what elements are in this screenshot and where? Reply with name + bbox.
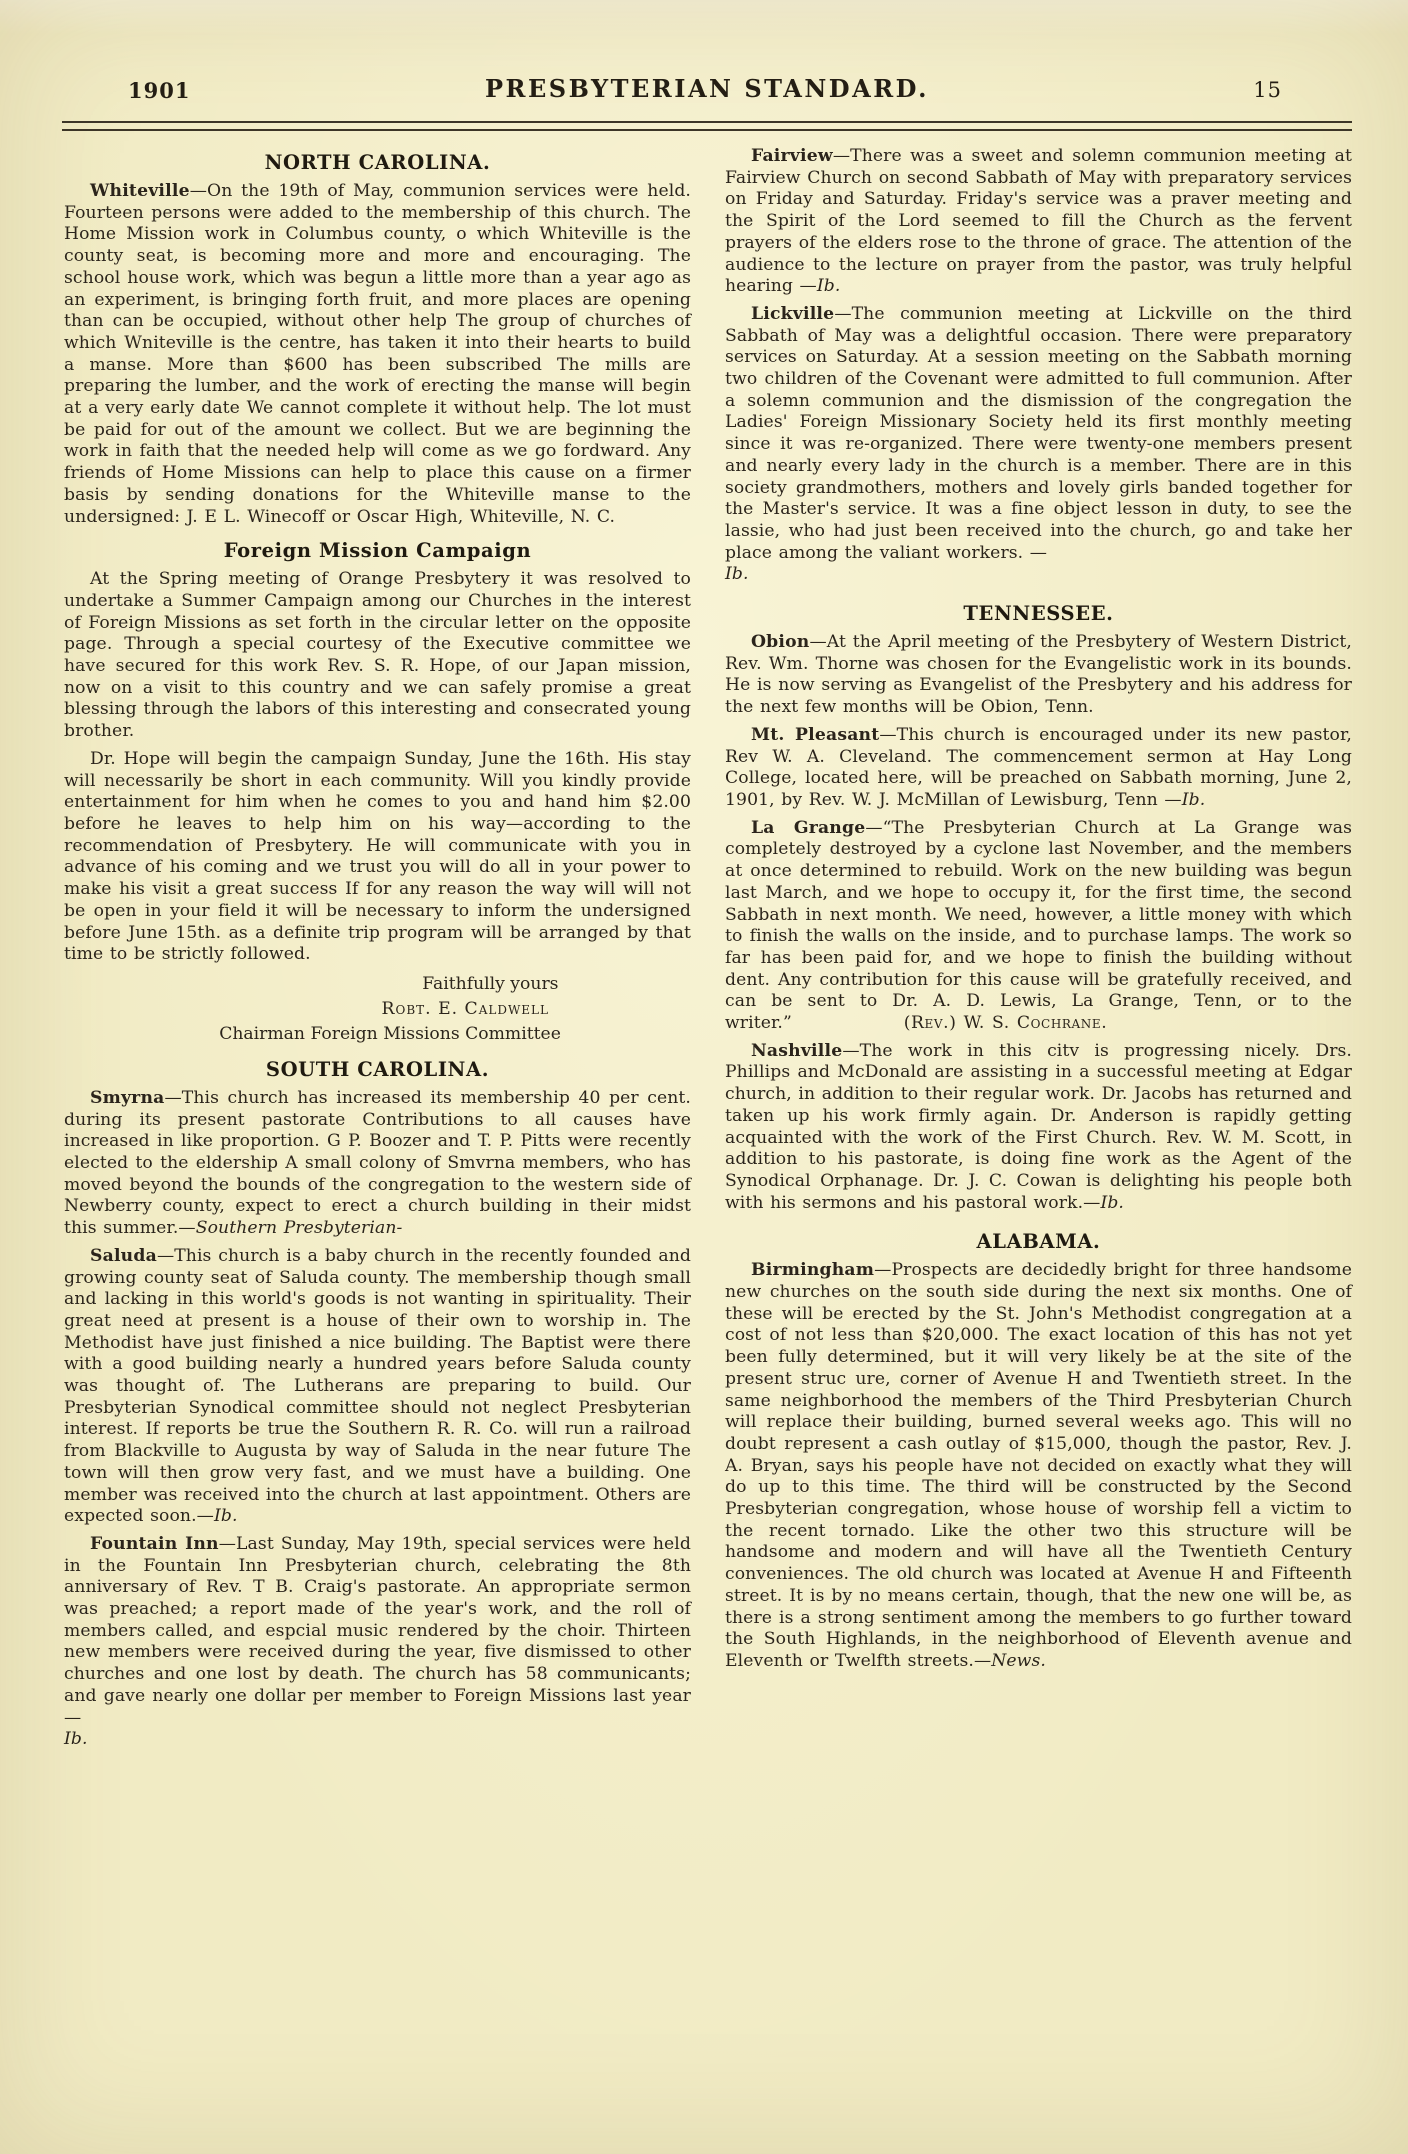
source-citation: Ib. xyxy=(64,1729,88,1750)
news-item-text: —This church has increased its membership 40 per cent. during its present pastorate Contributions to all causes have increased in like proportion. G P. Boozer and T. P. Pitts were recently elected to the eldership A small colony of Smvrna members, who has moved beyond the bounds of the congregation to the western side of Newberry county, expect to erect a church building in their midst this summer.— xyxy=(64,1087,691,1239)
news-item-text: At the Spring meeting of Orange Presbytery it was resolved to undertake a Summer Campaign among our Churches in the interest of Foreign Missions as set forth in the circular letter on the opposite page. Through a special courtesy of the Executive committee we have secured for this work Rev. S. R. Hope, of our Japan mission, now on a visit to this country and we can safely promise a great blessing through the labors of this interesting and consecrated young brother. xyxy=(64,569,691,742)
church-name-la-grange: La Grange xyxy=(751,817,866,838)
news-item-mt-pleasant xyxy=(725,725,1352,812)
signature-block xyxy=(64,972,691,1047)
correspondent-signature: (Rev.) W. S. Cochrane. xyxy=(903,1013,1108,1034)
news-item-la-grange xyxy=(725,818,1352,1035)
source-citation: Southern Presbyterian- xyxy=(195,1218,403,1239)
church-name-nashville: Nashville xyxy=(751,1040,843,1061)
news-item-text: Dr. Hope will begin the campaign Sunday, June the 16th. His stay will necessarily be short in each community. Will you kindly provide entertainment for him when he comes to you and hand him $2.00 before he leaves to help him on his way—according to the recommendation of Presbytery. He will communicate with you in advance of his coming and we trust you will do all in your power to make his visit a great success If for any reason the way will will not be open in your field it will be necessary to inform the undersigned before June 15th. as a definite trip program will be arranged by that time to be strictly followed. xyxy=(64,748,691,965)
section-heading-tennessee: TENNESSEE. xyxy=(963,602,1114,626)
signature-closing: Faithfully yours xyxy=(422,973,559,994)
source-citation: Ib. xyxy=(1181,789,1206,810)
campaign-paragraph-2 xyxy=(64,749,691,966)
news-item-fairview xyxy=(725,146,1352,298)
church-name-whiteville: Whiteville xyxy=(90,181,190,201)
masthead-year: 1901 xyxy=(128,78,191,103)
news-item-text: —There was a sweet and solemn communion meeting at Fairview Church on second Sabbath of May with preparatory services on Friday and Saturday. Friday's service was a praver meeting and the Spirit of the Lord seemed to fill the Church as the fervent prayers of the elders rose to the throne of grace. The attention of the audience to the lecture on prayer from the pastor, was truly helpful hearing — xyxy=(725,146,1352,297)
source-citation: Ib. xyxy=(1100,1192,1124,1213)
church-name-birmingham: Birmingham xyxy=(751,1260,875,1281)
news-item-text: —Prospects are decidedly bright for three handsome new churches on the south side during the next six months. One of these will be erected by the St. John's Methodist congregation at a cost of not less than $20,000. The exact location of this has not yet been fully determined, but it will very likely be at the site of the present struc ure, corner of Avenue H and Twentieth street. In the same neighborhood the members of the Third Presbyterian Church will replace their building, burned several weeks ago. This will no doubt represent a cash outlay of $15,000, though the pastor, Rev. J. A. Bryan, says his people have not decided on exactly what they will do up to this time. The third will be constructed by the Second Presbyterian congregation, whose house of worship fell a victim to the recent tornado. Like the other two this structure will be handsome and modern and will have all the Twentieth Century conveniences. The old church was located at Avenue H and Fifteenth street. It is by no means certain, though, that the new one will be, as there is a strong sentiment among the members to go further toward the South Highlands, in the neighborhood of Eleventh avenue and Eleventh or Twelfth streets.— xyxy=(725,1260,1352,1671)
right-column xyxy=(725,140,1352,2144)
news-item-text: —“The Presbyterian Church at La Grange was completely destroyed by a cyclone last November, and the members at once determined to rebuild. Work on the new building was begun last March, and we hope to occupy it, for the first time, the second Sabbath in next month. We need, however, a little money with which to finish the walls on the inside, and to purchase lamps. The work so far has been paid for, and we hope to finish the building without dent. Any contribution for this cause will be gratefully received, and can be sent to Dr. A. D. Lewis, La Grange, Tenn, or to the writer.” xyxy=(725,817,1353,1034)
church-name-mt-pleasant: Mt. Pleasant xyxy=(751,724,880,745)
signature-title: Chairman Foreign Missions Committee xyxy=(219,1023,561,1044)
section-heading-foreign-mission-campaign: Foreign Mission Campaign xyxy=(223,539,532,563)
masthead xyxy=(66,74,1348,108)
church-name-fairview: Fairview xyxy=(751,146,833,166)
news-item-saluda xyxy=(64,1246,691,1528)
source-citation: Ib. xyxy=(213,1506,238,1527)
signature-name: Robt. E. Caldwell xyxy=(381,998,549,1019)
church-name-saluda: Saluda xyxy=(90,1245,157,1266)
church-name-smyrna: Smyrna xyxy=(90,1087,165,1108)
source-citation: Ib. xyxy=(725,564,749,585)
news-item-text: —This church is encouraged under its new pastor, Rev W. A. Cleveland. The commencement sermon at Hay Long College, located here, will be preached on Sabbath morning, June 2, 1901, by Rev. W. J. McMillan of Lewisburg, Tenn — xyxy=(725,724,1352,810)
masthead-page-number: 15 xyxy=(1253,78,1282,102)
section-heading-south-carolina: SOUTH CAROLINA. xyxy=(265,1057,490,1081)
left-column xyxy=(64,140,691,2144)
news-item-nashville xyxy=(725,1041,1352,1215)
news-item-text: —Last Sunday, May 19th, special services were held in the Fountain Inn Presbyterian church, celebrating the 8th anniversary of Rev. T B. Craig's pastorate. An appropriate sermon was preached; a report made of the year's work, and the roll of members called, and espcial music rendered by the choir. Thirteen new members were received during the year, five dismissed to other churches and one lost by death. The church has 58 communicants; and gave nearly one dollar per member to Foreign Missions last year — xyxy=(64,1533,691,1728)
news-item-lickville xyxy=(725,304,1352,586)
news-item-text: —At the April meeting of the Presbytery of Western District, Rev. Wm. Thorne was chosen for the Evangelistic work in its bounds. He is now serving as Evangelist of the Presbytery and his address for the next few months will be Obion, Tenn. xyxy=(725,632,1352,718)
campaign-paragraph-1 xyxy=(64,569,691,743)
masthead-title: PRESBYTERIAN STANDARD. xyxy=(485,74,929,103)
news-item-obion xyxy=(725,632,1352,719)
section-heading-alabama: ALABAMA. xyxy=(976,1230,1101,1254)
news-item-text: —On the 19th of May, communion services were held. Fourteen persons were added to the membership of this church. The Home Mission work in Columbus county, o which Whiteville is the county seat, is becoming more and more and encouraging. The school house work, which was begun a little more than a year ago as an experiment, is bringing forth fruit, and more places are opening than can be occupied, without other help The group of churches of which Wniteville is the centre, has taken it into their hearts to build a manse. More than $600 has been subscribed The mills are preparing the lumber, and the work of erecting the manse will begin at a very early date We cannot complete it without help. The lot must be paid for out of the amount we collect. But we are beginning the work in faith that the needed help will come as we go fordward. Any friends of Home Missions can help to place this cause on a firmer basis by sending donations for the Whiteville manse to the undersigned: J. E L. Winecoff or Oscar High, Whiteville, N. C. xyxy=(64,181,691,527)
news-item-text: —The work in this citv is progressing nicely. Drs. Phillips and McDonald are assisting in a successful meeting at Edgar church, in addition to their regular work. Dr. Jacobs has returned and taken up his work firmly again. Dr. Anderson is rapidly getting acquainted with the work of the First Church. Rev. W. M. Scott, in addition to his pastorate, is doing fine work as the Agent of the Synodical Orphanage. Dr. J. C. Cowan is delighting his people both with his sermons and his pastoral work.— xyxy=(725,1040,1352,1213)
news-item-text: —This church is a baby church in the recently founded and growing county seat of Saluda county. The membership though small and lacking in this world's goods is not wanting in spirituality. Their great need at present is a house of their own to worship in. The Methodist have just finished a nice building. The Baptist were there with a good building nearly a hundred years before Saluda county was thought of. The Lutherans are preparing to build. Our Presbyterian Synodical committee should not neglect Presbyterian interest. If reports be true the Southern R. R. Co. will run a railroad from Blackville to Augusta by way of Saluda in the near future The town will then grow very fast, and we must have a building. One member was received into the church at last appointment. Others are expected soon.— xyxy=(64,1245,691,1527)
double-rule-divider xyxy=(62,121,1352,131)
section-heading-north-carolina: NORTH CAROLINA. xyxy=(264,151,491,174)
church-name-obion: Obion xyxy=(751,632,810,653)
news-item-whiteville xyxy=(64,181,691,528)
news-item-fountain-inn xyxy=(64,1534,691,1751)
news-item-text: —The communion meeting at Lickville on the third Sabbath of May was a delightful occasion. There were preparatory services on Saturday. At a session meeting on the Sabbath morning two children of the Covenant were admitted to full communion. After a solemn communion and the dismission of the congregation the Ladies' Foreign Missionary Society held its first monthly meeting since it was re-organized. There were twenty-one members present and nearly every lady in the church is a member. There are in this society grandmothers, mothers and lovely girls banded together for the Master's service. It was a fine object lesson in duty, to see the lassie, who had just been received into the church, go and take her place among the valiant workers. — xyxy=(725,303,1352,563)
news-item-birmingham xyxy=(725,1260,1352,1672)
two-column-body xyxy=(64,140,1352,2144)
news-item-smyrna xyxy=(64,1088,691,1240)
church-name-fountain-inn: Fountain Inn xyxy=(90,1533,219,1554)
source-citation: News. xyxy=(991,1651,1046,1671)
church-name-lickville: Lickville xyxy=(751,303,835,324)
source-citation: Ib. xyxy=(816,276,841,297)
